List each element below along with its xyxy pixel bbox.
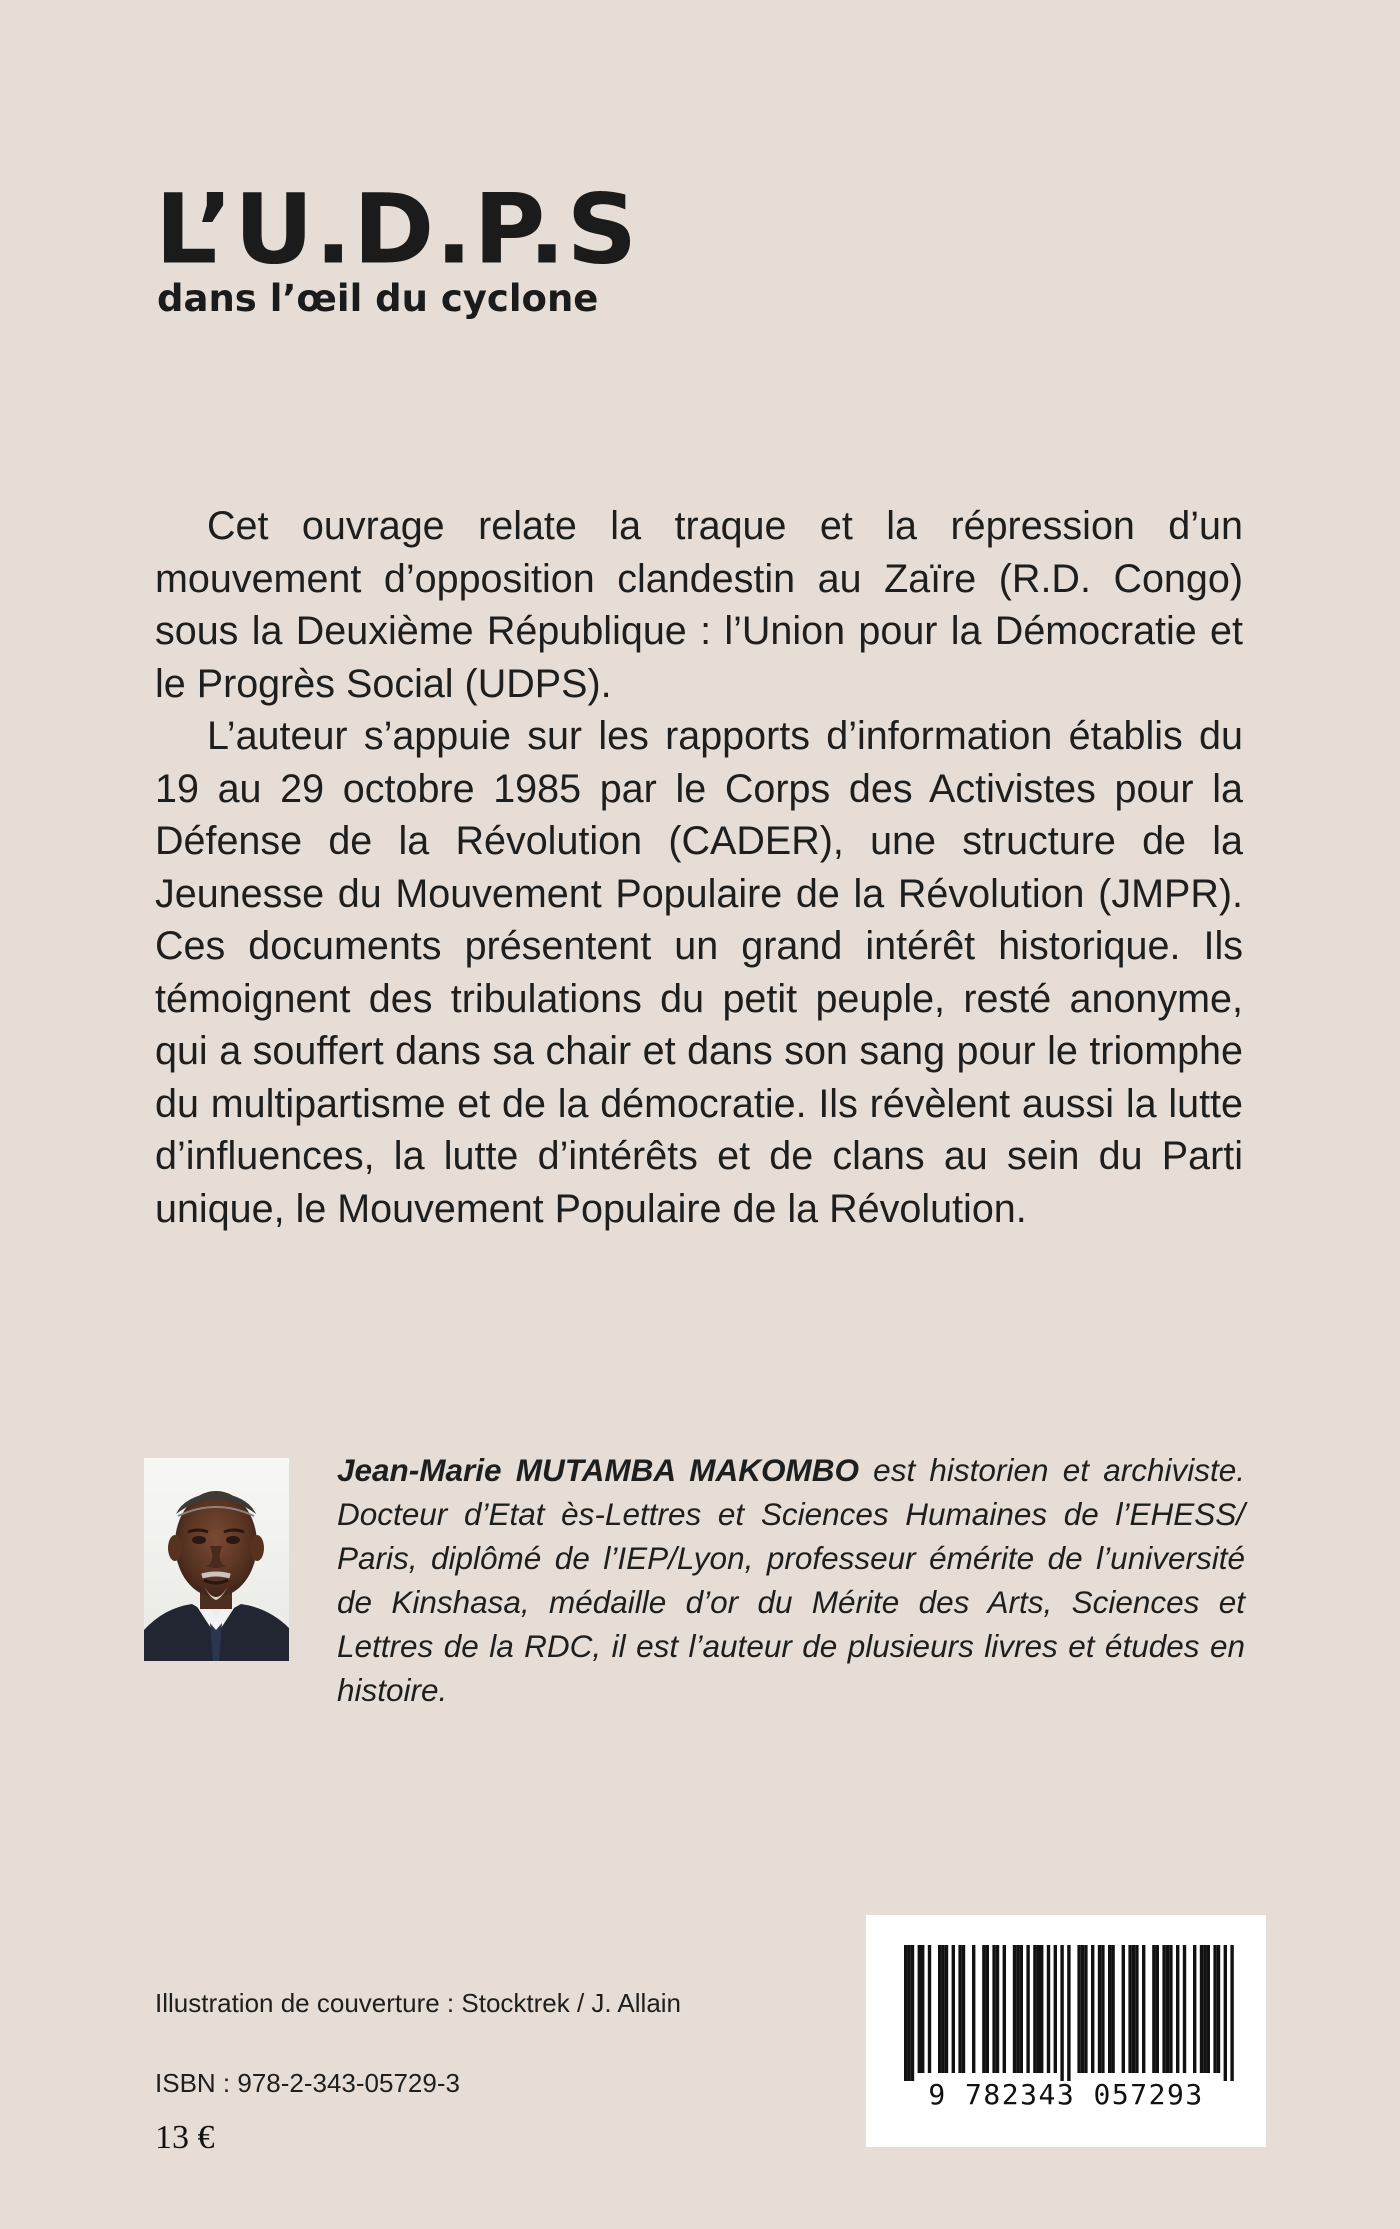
barcode-bar: [1135, 1945, 1138, 2073]
barcode-bar: [986, 1945, 989, 2073]
barcode-bar: [1152, 1945, 1155, 2073]
barcode-bar: [1098, 1945, 1101, 2073]
barcode-bar: [952, 1945, 955, 2073]
barcode-bar: [904, 1945, 907, 2081]
barcode-bar: [1128, 1945, 1131, 2073]
barcode-bar: [1169, 1945, 1172, 2073]
author-bio-text: est historien et archiviste. Docteur d’Etat ès-Lettres et Sciences Humaines de l’EHESS/ Paris, diplômé de l’IEP/Lyon, professeur émérite de l’université de Kinshasa, médaille d’or du Mérite des Arts, Sciences et Lettres de la RDC, il est l’auteur de plusieurs livres et études en histoire.: [337, 1452, 1245, 1708]
barcode-bar: [1217, 1945, 1220, 2073]
barcode-bar: [1047, 1945, 1050, 2073]
barcode-bar: [1156, 1945, 1159, 2073]
barcode-bar: [1207, 1945, 1210, 2073]
barcode-bar: [1084, 1945, 1087, 2073]
isbn: ISBN : 978-2-343-05729-3: [155, 2068, 460, 2098]
barcode-bar: [1101, 1945, 1104, 2073]
barcode-bar: [1183, 1945, 1186, 2073]
barcode-bar: [918, 1945, 921, 2073]
book-subtitle: dans l’œil du cyclone: [157, 277, 599, 320]
barcode-bar: [1132, 1945, 1135, 2073]
blurb-paragraph: Cet ouvrage relate la traque et la répression d’un mouvement d’opposition clandestin au Zaïre (R.D. Congo) sous la Deuxième République : l’Union pour la Démocratie et le Progrès Social (UDPS).: [155, 504, 1243, 706]
barcode-bars: [866, 1915, 1266, 2147]
barcode-bar: [1091, 1945, 1094, 2073]
author-name: Jean-Marie MUTAMBA MAKOMBO: [337, 1452, 859, 1488]
author-bio: [337, 1448, 1245, 1712]
barcode-bar: [945, 1945, 948, 2073]
barcode-bar: [1013, 1945, 1016, 2073]
barcode-bar: [992, 1945, 995, 2073]
barcode-bar: [1040, 1945, 1043, 2073]
barcode-bar: [1108, 1945, 1111, 2073]
barcode-bar: [941, 1945, 944, 2073]
barcode-bar: [1077, 1945, 1080, 2073]
barcode-bar: [972, 1945, 975, 2073]
barcode-bar: [1122, 1945, 1125, 2073]
barcode-bar: [1200, 1945, 1203, 2073]
barcode-bar: [1026, 1945, 1029, 2073]
barcode-bar: [996, 1945, 999, 2073]
barcode-bar: [958, 1945, 961, 2073]
barcode-bar: [928, 1945, 931, 2073]
barcode-bar: [1033, 1945, 1036, 2073]
barcode-bar: [1111, 1945, 1114, 2073]
barcode-bar: [1142, 1945, 1145, 2073]
barcode-bar: [1176, 1945, 1179, 2073]
barcode-bar: [1213, 1945, 1216, 2073]
barcode-bar: [938, 1945, 941, 2073]
barcode-bar: [1193, 1945, 1196, 2073]
blurb-paragraph: L’auteur s’appuie sur les rapports d’information établis du 19 au 29 octobre 1985 par le Corps des Activistes pour la Défense de la Révolution (CADER), une structure de la Jeunesse du Mouvement Populaire de la Révolution (JMPR). Ces documents présentent un grand intérêt historique. Ils témoignent des tribulations du petit peuple, resté anonyme, qui a souffert dans sa chair et dans son sang pour le triomphe du multipartisme et de la démocratie. Ils révèlent aussi la lutte d’influences, la lutte d’intérêts et de clans au sein du Parti unique, le Mouvement Populaire de la Révolution.: [155, 714, 1243, 1231]
barcode-bar: [907, 1945, 910, 2081]
barcode-bar: [1224, 1945, 1227, 2081]
barcode-bar: [1020, 1945, 1023, 2073]
book-title: L’U.D.P.S: [155, 174, 639, 286]
barcode-bar: [1203, 1945, 1206, 2073]
barcode-digits: 9 782343 057293: [928, 2078, 1204, 2111]
barcode-bar: [1166, 1945, 1169, 2073]
barcode-bar: [962, 1945, 965, 2073]
price: 13 €: [155, 2119, 215, 2156]
cover-credit: Illustration de couverture : Stocktrek / J. Allain: [155, 1988, 682, 2018]
author-photo: [144, 1458, 289, 1661]
barcode-bar: [1081, 1945, 1084, 2073]
barcode-bar: [1230, 1945, 1233, 2081]
barcode: [866, 1915, 1266, 2147]
barcode-bar: [1003, 1945, 1006, 2073]
barcode-bar: [921, 1945, 924, 2073]
barcode-bar: [1060, 1945, 1063, 2081]
barcode-bar: [1016, 1945, 1019, 2073]
barcode-bar: [1037, 1945, 1040, 2073]
barcode-bar: [1162, 1945, 1165, 2073]
barcode-bar: [911, 1945, 914, 2081]
blurb: [155, 500, 1243, 1235]
barcode-bar: [1054, 1945, 1057, 2073]
barcode-bar: [982, 1945, 985, 2073]
barcode-bar: [1067, 1945, 1070, 2081]
title-block: [155, 174, 639, 320]
